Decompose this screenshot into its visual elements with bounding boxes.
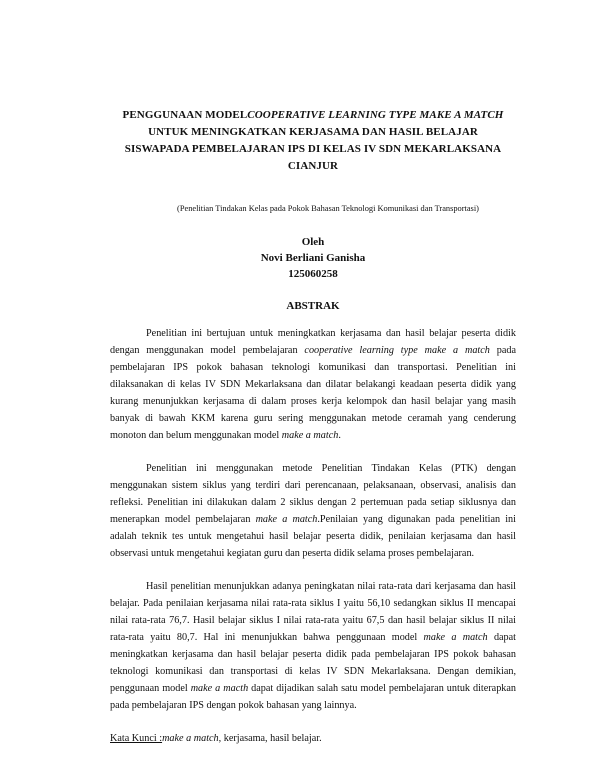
p1-text-b: pada pembelajaran IPS pokok bahasan teknologi komunikasi dan transportasi. Penelitian ini dilaksanakan di kelas IV SDN Mekarlaksana dan dilatar belakangi keadaan peserta didik yang kurang menunjukkan kerjasama di dalam proses kerja kelompok dan hasil belajar yang masih banyak di bawah KKM karena guru sering menggunakan metode ceramah yang cenderung monoton dan belum menggunakan model	[110, 345, 517, 441]
title-line3: SISWAPADA PEMBELAJARAN IPS DI KELAS IV SDN MEKARLAKSANA	[124, 143, 502, 155]
paper-subtitle: (Penelitian Tindakan Kelas pada Pokok Bahasan Teknologi Komunikasi dan Transportasi)	[177, 204, 479, 213]
author-name: Novi Berliani Ganisha	[260, 252, 366, 264]
p2-text-a: Penelitian ini menggunakan metode Penelitian Tindakan Kelas (PTK) dengan menggunakan sistem siklus yang terdiri dari perencanaan, pelaksanaan, observasi, analisis dan refleksi. Penelitian ini dilakukan dalam 2 siklus dengan 2 pertemuan pada setiap siklusnya dan menerapkan model pembelajaran	[110, 463, 516, 525]
keywords-italic: make a match,	[162, 733, 222, 744]
p1-italic-b: make a match	[281, 430, 339, 441]
title-line4: CIANJUR	[287, 160, 339, 172]
author-id: 125060258	[288, 268, 338, 280]
p3-italic-b: make a macth	[190, 683, 249, 694]
p1-italic-a: cooperative learning type make a match	[304, 345, 490, 356]
abstract-heading: ABSTRAK	[286, 300, 340, 312]
p1-text-a: Penelitian ini bertujuan untuk meningkatkan kerjasama dan hasil belajar peserta didik dengan menggunakan model pembelajaran	[110, 328, 516, 356]
title-part1-italic: COOPERATIVE LEARNING TYPE MAKE A MATCH	[247, 109, 504, 121]
p3-text-b: dapat meningkatkan kerjasama dan hasil belajar peserta didik pada pembelajaran IPS pokok bahasan teknologi komunikasi dan transportasi di kelas IV SDN Mekarlaksana. Dengan demikian, penggunaan model	[110, 632, 516, 694]
abstract-paragraph-3	[110, 578, 516, 714]
abstract-paragraph-2	[110, 460, 516, 562]
abstract-paragraph-1	[110, 325, 516, 444]
p3-text-a: Hasil penelitian menunjukkan adanya peningkatan nilai rata-rata dari kerjasama dan hasil belajar. Pada penilaian kerjasama nilai rata-rata siklus I yaitu 56,10 sedangkan siklus II mencapai nilai rata-rata 76,7. Hasil belajar siklus I nilai rata-rata yaitu 67,5 dan hasil belajar siklus II nilai rata-rata yaitu 80,7. Hal ini menunjukkan bahwa penggunaan model	[110, 581, 516, 643]
paper-title	[110, 0, 516, 175]
keywords-label: Kata Kunci :	[110, 733, 163, 744]
p3-text-c: dapat dijadikan salah satu model pembelajaran untuk diterapkan pada pembelajaran IPS dengan pokok bahasan yang lainnya.	[110, 683, 516, 711]
p2-text-b: .Penilaian yang digunakan pada penelitian ini adalah teknik tes untuk mengetahui hasil belajar peserta didik, penilaian kerjasama dan hasil observasi untuk mengetahui kegiatan guru dan peserta didik selama proses pembelajaran.	[110, 514, 516, 559]
author-block	[110, 234, 516, 282]
keywords-rest: kerjasama, hasil belajar.	[221, 733, 322, 744]
title-part1: PENGGUNAAN MODEL	[122, 109, 248, 121]
p2-italic-a: make a match	[255, 514, 318, 525]
p1-text-c: .	[338, 430, 341, 441]
keywords-line	[110, 730, 516, 747]
author-by: Oleh	[301, 236, 325, 248]
p3-italic-a: make a match	[423, 632, 488, 643]
title-line2: UNTUK MENINGKATKAN KERJASAMA DAN HASIL BELAJAR	[148, 126, 478, 138]
